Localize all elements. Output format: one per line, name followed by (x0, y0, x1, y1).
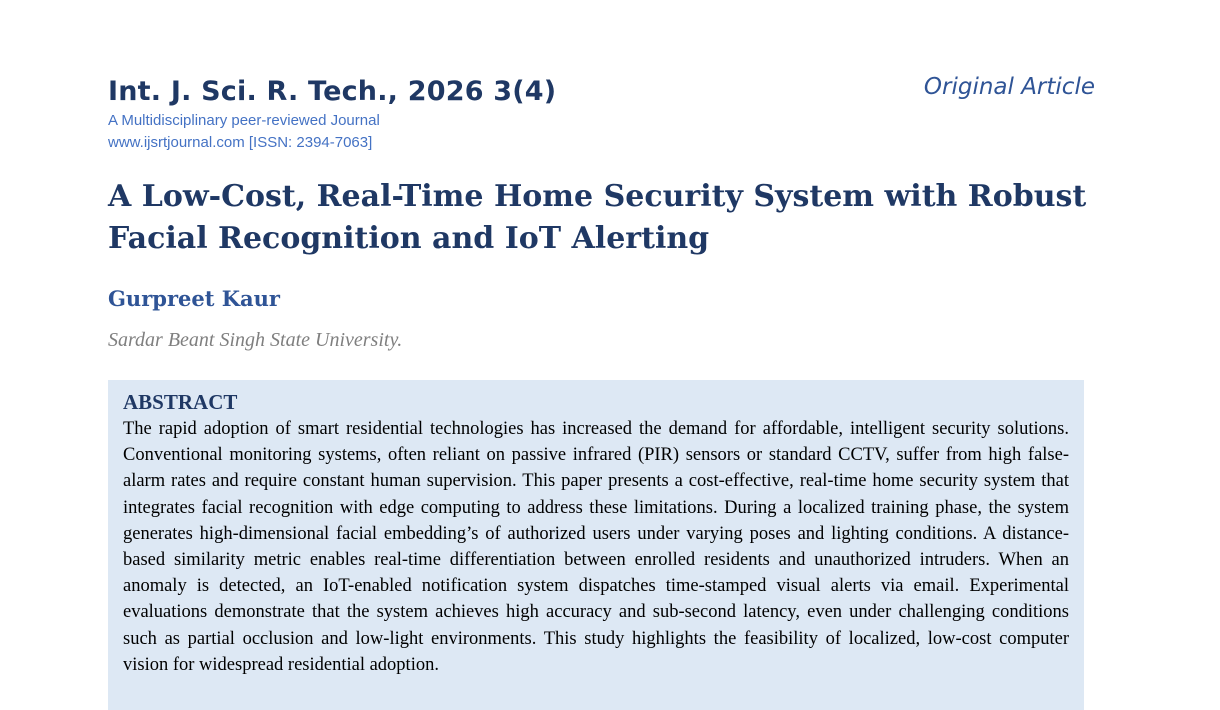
journal-header (108, 74, 1098, 154)
author-affiliation: Sardar Beant Singh State University. (108, 329, 403, 351)
journal-website-issn: www.ijsrtjournal.com [ISSN: 2394-7063] (108, 134, 373, 151)
abstract-heading: ABSTRACT (123, 390, 238, 414)
abstract-text: The rapid adoption of smart residential technologies has increased the demand for affordable, intelligent security solutions. Conventional monitoring systems, often reliant on passive infrared (PIR) sensors or standard CCTV, suffer from high false-alarm rates and require constant human supervision. This paper presents a cost-effective, real-time home security system that integrates facial recognition with edge computing to address these limitations. During a localized training phase, the system generates high-dimensional facial embedding’s of authorized users under varying poses and lighting conditions. A distance-based similarity metric enables real-time differentiation between enrolled residents and unauthorized intruders. When an anomaly is detected, an IoT-enabled notification system dispatches time-stamped visual alerts via email. Experimental evaluations demonstrate that the system achieves high accuracy and sub-second latency, even under challenging conditions such as partial occlusion and low-light environments. This study highlights the feasibility of localized, low-cost computer vision for widespread residential adoption. (123, 419, 1069, 675)
journal-subtitle: A Multidisciplinary peer-reviewed Journal (108, 112, 380, 129)
paper-title: A Low-Cost, Real-Time Home Security System with Robust Facial Recognition and IoT Alerting (108, 179, 1087, 256)
article-type-label: Original Article (923, 74, 1095, 100)
abstract-section (108, 380, 1084, 710)
journal-title: Int. J. Sci. R. Tech., 2026 3(4) (108, 76, 557, 107)
author-name: Gurpreet Kaur (108, 286, 280, 311)
